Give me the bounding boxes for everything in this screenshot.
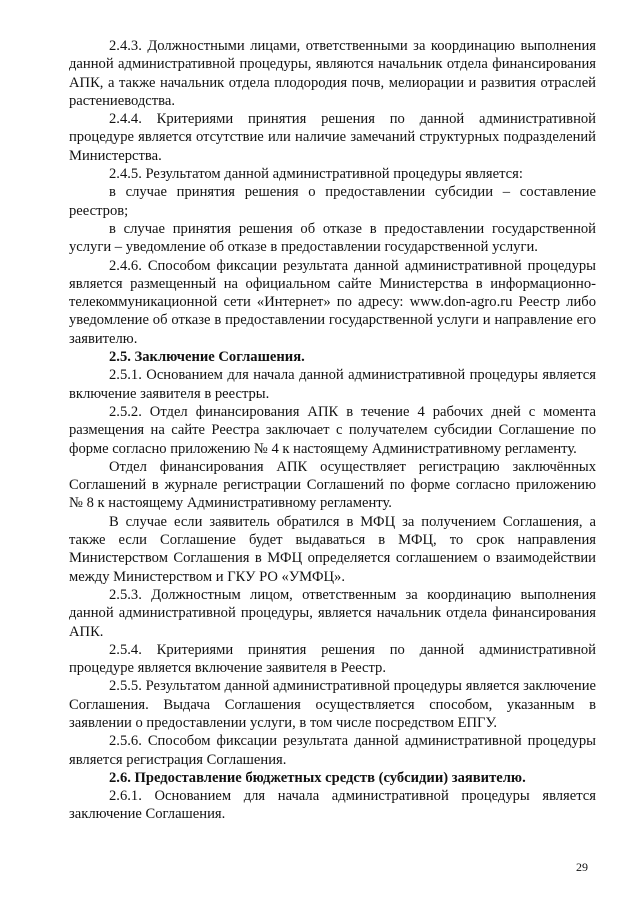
paragraph-2-6-1: 2.6.1. Основанием для начала административной процедуры является заключение Соглашения. xyxy=(69,788,596,823)
paragraph-2-5-4: 2.5.4. Критериями принятия решения по данной административной процедуре является включение заявителя в Реестр. xyxy=(69,641,596,677)
paragraph-2-5-6: 2.5.6. Способом фиксации результата данной административной процедуры является регистрация Соглашения. xyxy=(69,733,596,768)
paragraph-2-5-5: 2.5.5. Результатом данной административной процедуры является заключение Соглашения. Выдача Соглашения осуществляется способом, указанным в заявлении о предоставлении услуги, в том числе посредством ЕПГУ. xyxy=(69,678,596,731)
paragraph-2-4-5: 2.4.5. Результатом данной административной процедуры является: xyxy=(109,166,523,183)
paragraph-2-4-5-case-refusal: в случае принятия решения об отказе в предоставлении государственной услуги – уведомление об отказе в предоставлении государственной услуги. xyxy=(69,220,596,256)
section-heading-2-5: 2.5. Заключение Соглашения. xyxy=(109,349,305,366)
paragraph-2-4-6: 2.4.6. Способом фиксации результата данной административной процедуры является размещенный на официальном сайте Министерства в информационно-телекоммуникационной сети «Интернет» по адресу: www.don-agro.ru Реестр либо уведомление об отказе в предоставлении государственной услуги и направление его заявителю. xyxy=(69,257,596,347)
page-number: 29 xyxy=(576,860,588,874)
paragraph-mfc: В случае если заявитель обратился в МФЦ за получением Соглашения, а также если Соглашение будет выдаваться в МФЦ, то срок направления Министерством Соглашения в МФЦ определяется соглашением о взаимодействии между Министерством и ГКУ РО «УМФЦ». xyxy=(69,513,596,585)
paragraph-2-5-3: 2.5.3. Должностным лицом, ответственным за координацию выполнения данной административной процедуры, является начальник отдела финансирования АПК. xyxy=(69,586,596,640)
document-page xyxy=(69,37,596,824)
paragraph-2-4-4: 2.4.4. Критериями принятия решения по данной административной процедуре является отсутствие или наличие замечаний структурных подразделений Министерства. xyxy=(69,111,596,164)
paragraph-2-4-5-case-grant: в случае принятия решения о предоставлении субсидии – составление реестров; xyxy=(69,184,596,219)
paragraph-registration: Отдел финансирования АПК осуществляет регистрацию заключённых Соглашений в журнале регистрации Соглашений по форме согласно приложению № 8 к настоящему Административному регламенту. xyxy=(69,458,596,512)
paragraph-2-5-1: 2.5.1. Основанием для начала данной административной процедуры является включение заявителя в реестры. xyxy=(69,367,596,402)
paragraph-2-5-2: 2.5.2. Отдел финансирования АПК в течение 4 рабочих дней с момента размещения на сайте Реестра заключает с получателем субсидии Соглашение по форме согласно приложению № 4 к настоящему Административному регламенту. xyxy=(69,403,596,457)
section-heading-2-6: 2.6. Предоставление бюджетных средств (субсидии) заявителю. xyxy=(109,769,526,786)
paragraph-2-4-3: 2.4.3. Должностными лицами, ответственными за координацию выполнения данной административной процедуры, являются начальник отдела финансирования АПК, а также начальник отдела плодородия почв, мелиорации и развития отраслей растениеводства. xyxy=(69,38,596,109)
